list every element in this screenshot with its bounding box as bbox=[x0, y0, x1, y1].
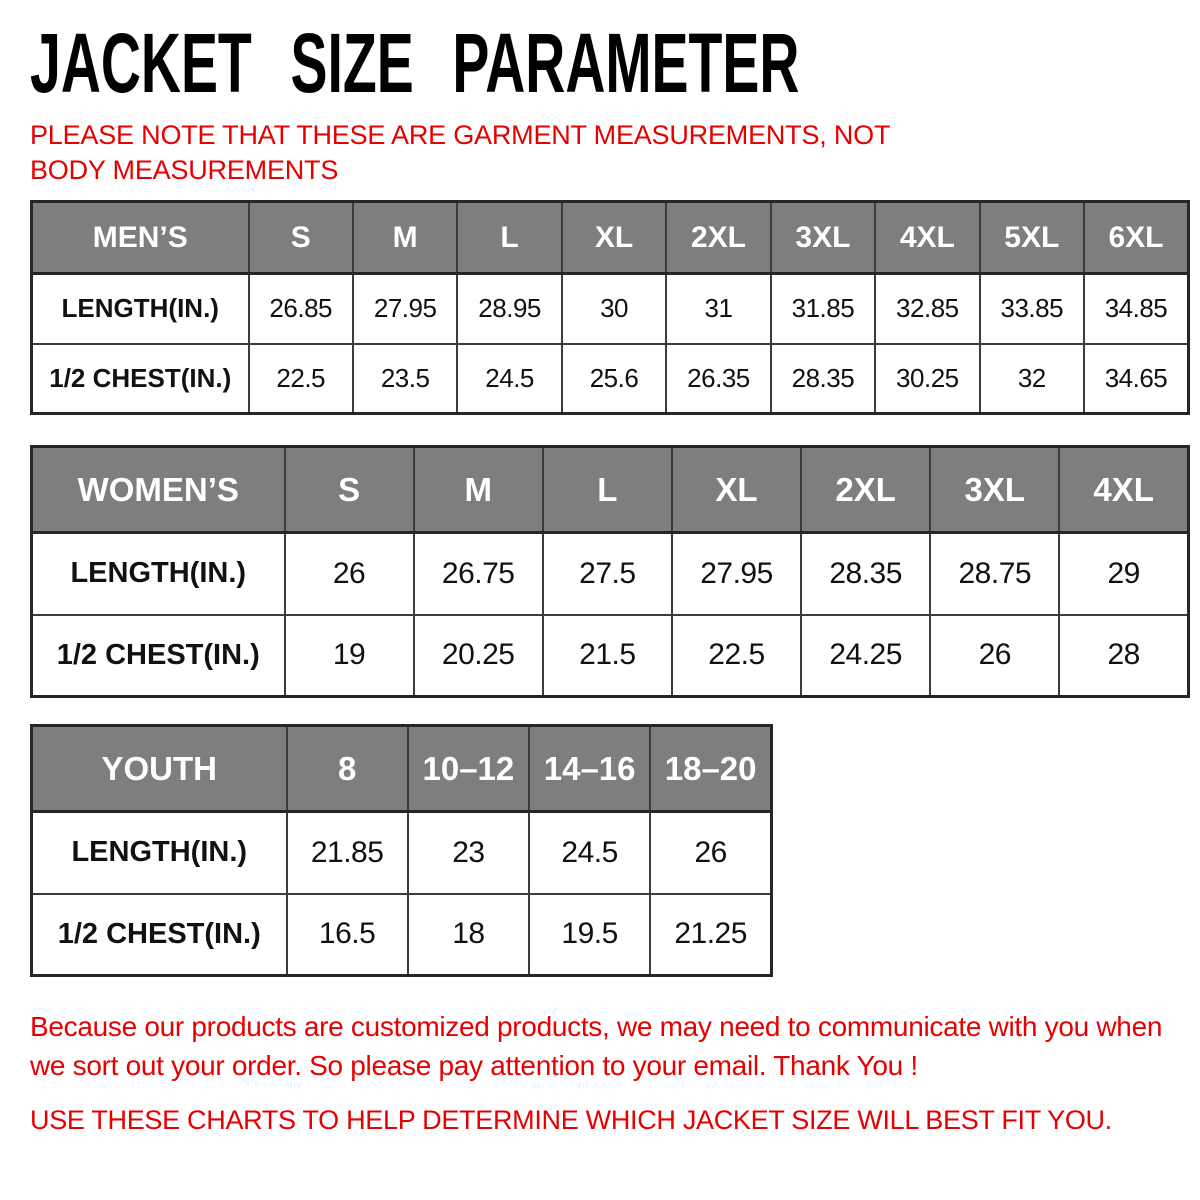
measurement-row bbox=[32, 615, 1189, 697]
size-column-header: L bbox=[543, 447, 672, 533]
measurement-value: 28 bbox=[1059, 615, 1188, 697]
measurement-value: 24.5 bbox=[529, 812, 650, 894]
size-header-row bbox=[32, 447, 1189, 533]
measurement-value: 23 bbox=[408, 812, 529, 894]
measurement-value: 34.85 bbox=[1084, 274, 1189, 344]
size-column-header: 4XL bbox=[875, 202, 979, 274]
size-table-women bbox=[30, 445, 1190, 698]
measurement-value: 19.5 bbox=[529, 894, 650, 976]
customization-note: Because our products are customized products, we may need to communicate with you when we sort out your order. So please pay attention to your email. Thank You ! bbox=[30, 1011, 1163, 1081]
measurement-value: 21.85 bbox=[287, 812, 408, 894]
chart-usage-instruction: USE THESE CHARTS TO HELP DETERMINE WHICH JACKET SIZE WILL BEST FIT YOU. bbox=[30, 1105, 1112, 1135]
size-column-header: 3XL bbox=[771, 202, 875, 274]
measurement-value: 29 bbox=[1059, 533, 1188, 615]
measurement-value: 28.75 bbox=[930, 533, 1059, 615]
measurement-row bbox=[32, 344, 1189, 414]
measurement-value: 27.5 bbox=[543, 533, 672, 615]
measurement-value: 22.5 bbox=[249, 344, 353, 414]
measurement-value: 24.5 bbox=[457, 344, 561, 414]
measurement-value: 27.95 bbox=[353, 274, 457, 344]
measurement-value: 16.5 bbox=[287, 894, 408, 976]
size-column-header: M bbox=[353, 202, 457, 274]
measurement-value: 23.5 bbox=[353, 344, 457, 414]
tables-host bbox=[30, 200, 1170, 977]
size-column-header: L bbox=[457, 202, 561, 274]
measurement-row bbox=[32, 894, 772, 976]
measurement-value: 26 bbox=[650, 812, 771, 894]
measurement-value: 33.85 bbox=[980, 274, 1084, 344]
measurement-value: 21.25 bbox=[650, 894, 771, 976]
measurement-value: 19 bbox=[285, 615, 414, 697]
size-chart-page bbox=[30, 16, 1170, 1137]
measurement-value: 26.35 bbox=[666, 344, 770, 414]
measurement-value: 28.35 bbox=[801, 533, 930, 615]
measurement-value: 24.25 bbox=[801, 615, 930, 697]
size-column-header: 2XL bbox=[666, 202, 770, 274]
measurement-value: 32.85 bbox=[875, 274, 979, 344]
size-header-row bbox=[32, 726, 772, 812]
measurement-row bbox=[32, 533, 1189, 615]
size-table-youth bbox=[30, 724, 773, 977]
size-column-header: 18–20 bbox=[650, 726, 771, 812]
measurement-value: 32 bbox=[980, 344, 1084, 414]
measurement-value: 28.95 bbox=[457, 274, 561, 344]
group-label: MEN’S bbox=[32, 202, 249, 274]
measurement-value: 31 bbox=[666, 274, 770, 344]
measurement-label: 1/2 CHEST(IN.) bbox=[32, 615, 285, 697]
measurement-row bbox=[32, 812, 772, 894]
measurement-value: 28.35 bbox=[771, 344, 875, 414]
measurement-value: 26 bbox=[285, 533, 414, 615]
size-column-header: 2XL bbox=[801, 447, 930, 533]
measurement-label: 1/2 CHEST(IN.) bbox=[32, 344, 249, 414]
size-column-header: 5XL bbox=[980, 202, 1084, 274]
measurement-value: 26.85 bbox=[249, 274, 353, 344]
size-column-header: 10–12 bbox=[408, 726, 529, 812]
measurement-value: 26 bbox=[930, 615, 1059, 697]
measurement-value: 30.25 bbox=[875, 344, 979, 414]
group-label: WOMEN’S bbox=[32, 447, 285, 533]
size-column-header: 3XL bbox=[930, 447, 1059, 533]
size-column-header: M bbox=[414, 447, 543, 533]
size-column-header: S bbox=[285, 447, 414, 533]
measurement-value: 31.85 bbox=[771, 274, 875, 344]
measurement-value: 18 bbox=[408, 894, 529, 976]
measurement-row bbox=[32, 274, 1189, 344]
measurement-value: 20.25 bbox=[414, 615, 543, 697]
measurement-label: LENGTH(IN.) bbox=[32, 274, 249, 344]
size-column-header: 6XL bbox=[1084, 202, 1189, 274]
measurement-value: 25.6 bbox=[562, 344, 666, 414]
group-label: YOUTH bbox=[32, 726, 287, 812]
measurement-value: 27.95 bbox=[672, 533, 801, 615]
page-title: JACKET SIZE PARAMETER bbox=[30, 16, 800, 110]
measurement-label: LENGTH(IN.) bbox=[32, 812, 287, 894]
size-table-men bbox=[30, 200, 1190, 415]
measurement-label: LENGTH(IN.) bbox=[32, 533, 285, 615]
size-column-header: 8 bbox=[287, 726, 408, 812]
size-column-header: XL bbox=[672, 447, 801, 533]
measurement-label: 1/2 CHEST(IN.) bbox=[32, 894, 287, 976]
size-column-header: 14–16 bbox=[529, 726, 650, 812]
garment-measurement-note: PLEASE NOTE THAT THESE ARE GARMENT MEASUREMENTS, NOT BODY MEASUREMENTS bbox=[30, 120, 890, 185]
size-column-header: 4XL bbox=[1059, 447, 1188, 533]
measurement-value: 22.5 bbox=[672, 615, 801, 697]
size-header-row bbox=[32, 202, 1189, 274]
measurement-value: 30 bbox=[562, 274, 666, 344]
size-column-header: XL bbox=[562, 202, 666, 274]
size-column-header: S bbox=[249, 202, 353, 274]
measurement-value: 34.65 bbox=[1084, 344, 1189, 414]
measurement-value: 26.75 bbox=[414, 533, 543, 615]
measurement-value: 21.5 bbox=[543, 615, 672, 697]
